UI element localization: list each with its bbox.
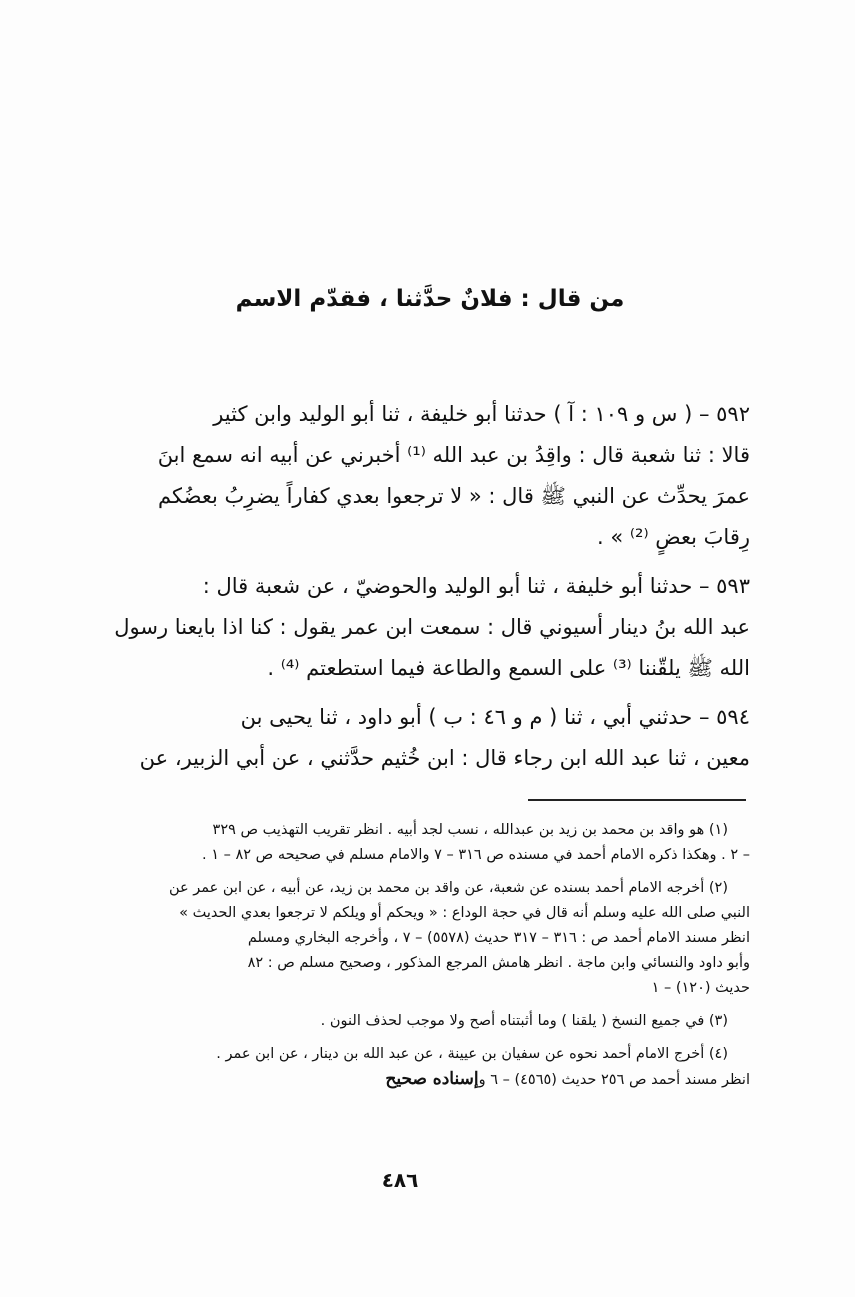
footnote-4-line-1: (٤) أخرج الامام أحمد نحوه عن سفيان بن عيينة ، عن عبد الله بن دينار ، عن ابن عمر .	[216, 1046, 728, 1062]
hadith-593-line-2: عبد الله بنُ دينار أسيوني قال : سمعت ابن عمر يقول : كنا اذا بايعنا رسول	[114, 615, 750, 639]
hadith-594-line-2: معين ، ثنا عبد الله ابن رجاء قال : ابن خُثيم حدَّثني ، عن أبي الزبير، عن	[139, 746, 750, 770]
footnote-4	[70, 1042, 750, 1093]
footnote-4-printed-text: انظر مسند أحمد ص ٢٥٦ حديث (٤٥٦٥) – ٦ و	[478, 1072, 750, 1088]
hadith-593-line-1: ٥٩٣ – حدثنا أبو خليفة ، ثنا أبو الوليد والحوضيّ ، عن شعبة قال :	[202, 574, 750, 598]
footnote-1-line-1: (١) هو واقد بن محمد بن زيد بن عبدالله ، نسب لجد أبيه . انظر تقريب التهذيب ص ٣٢٩	[212, 822, 728, 838]
paragraph-gap	[78, 558, 750, 566]
footnote-2-line-5: حديث (١٢٠) – ١	[651, 980, 750, 996]
footnote-2-line-2: النبي صلى الله عليه وسلم أنه قال في حجة الوداع : « ويحكم أو ويلكم لا ترجعوا بعدي الحديث »	[179, 905, 750, 921]
footnote-2-line-1: (٢) أخرجه الامام أحمد بسنده عن شعبة، عن واقد بن محمد بن زيد، عن أبيه ، عن ابن عمر عن	[168, 880, 728, 896]
footnote-2-line-4: وأبو داود والنسائي وابن ماجة . انظر هامش المرجع المذكور ، وصحيح مسلم ص : ٨٢	[247, 955, 750, 971]
hadith-592-line-2: قالا : ثنا شعبة قال : واقِدُ بن عبد الله ⁽¹⁾ أخبرني عن أبيه انه سمع ابنَ	[157, 443, 750, 467]
handwritten-annotation: إسناده صحيح	[385, 1069, 479, 1089]
hadith-592-line-3: عمرَ يحدِّث عن النبي ﷺ قال : « لا ترجعوا بعدي كفاراً يضرِبُ بعضُكم	[158, 484, 750, 508]
footnotes	[70, 818, 750, 1101]
section-heading: من قال : فلانٌ حدَّثنا ، فقدّم الاسم	[235, 286, 625, 312]
footnote-divider	[528, 799, 746, 801]
footnote-2-line-3: انظر مسند الامام أحمد ص : ٣١٦ – ٣١٧ حديث (٥٥٧٨) – ٧ ، وأخرجه البخاري ومسلم	[247, 930, 750, 946]
hadith-592-line-1: ٥٩٢ – ( س و ١٠٩ : آ ) حدثنا أبو خليفة ، ثنا أبو الوليد وابن كثير	[213, 402, 750, 426]
hadith-text	[78, 394, 750, 779]
hadith-594-line-1: ٥٩٤ – حدثني أبي ، ثنا ( م و ٤٦ : ب ) أبو داود ، ثنا يحيى بن	[240, 705, 750, 729]
footnote-3	[70, 1009, 750, 1034]
footnote-3-line-1: (٣) في جميع النسخ ( يلقنا ) وما أثبتناه أصح ولا موجب لحذف النون .	[320, 1013, 728, 1029]
footnote-1-line-2: – ٢ . وهكذا ذكره الامام أحمد في مسنده ص ٣١٦ – ٧ والامام مسلم في صحيحه ص ٨٢ – ١ .	[202, 847, 750, 863]
hadith-592-line-4: رِقابَ بعضٍ ⁽²⁾ » .	[596, 525, 750, 549]
hadith-593-line-3: الله ﷺ يلقّننا ⁽³⁾ على السمع والطاعة فيما استطعتم ⁽⁴⁾ .	[267, 656, 750, 680]
footnote-1	[70, 818, 750, 868]
footnote-4-line-2	[70, 1067, 750, 1093]
page-number: ٤٨٦	[381, 1168, 419, 1192]
footnote-2	[70, 876, 750, 1001]
paragraph-gap	[78, 689, 750, 697]
